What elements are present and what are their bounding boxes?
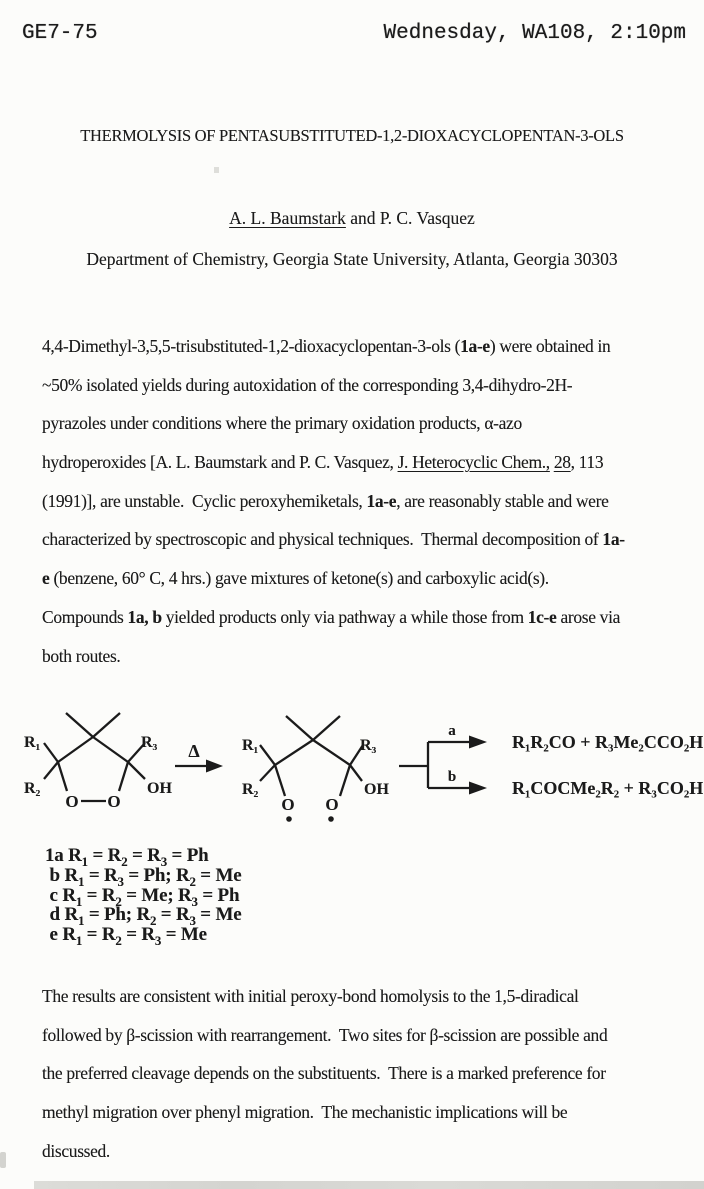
text-line: e (benzene, 60° C, 4 hrs.) gave mixtures of ketone(s) and carboxylic acid(s). [42, 568, 549, 589]
bond [313, 740, 350, 765]
abstract-paragraph-2 [42, 977, 607, 1170]
text-line: characterized by spectroscopic and physical techniques. Thermal decomposition of 1a- [42, 529, 625, 550]
text-line: e $R_1 = R_2 = R_3 = Me$ [45, 924, 207, 948]
substituent-label-r1: R₁ [242, 737, 259, 754]
radical-dot [286, 816, 292, 822]
bond [128, 762, 145, 779]
arrowhead-icon [469, 736, 487, 749]
bond [93, 737, 128, 762]
paper-title: THERMOLYSIS OF PENTASUBSTITUTED-1,2-DIOXACYCLOPENTAN-3-OLS [80, 126, 624, 145]
session-code: GE7-75 [22, 22, 98, 45]
scan-edge-artifact [34, 1181, 704, 1189]
pathway-b-products: R₁COCMe₂R₂ + R₃CO₂H [512, 778, 704, 798]
bond [260, 745, 275, 765]
bond [58, 737, 93, 762]
bond [58, 762, 67, 791]
session-schedule: Wednesday, WA108, 2:10pm [383, 22, 686, 45]
oxygen-label: O [107, 792, 121, 811]
text-line: The results are consistent with initial peroxy-bond homolysis to the 1,5-diradical [42, 986, 579, 1006]
compound-legend [45, 845, 242, 948]
text-line: c $R_1 = R_2 = Me$; $R_3 = Ph$ [45, 884, 240, 909]
text-line: both routes. [42, 645, 121, 666]
text-line: b $R_1 = R_3 = Ph$; $R_2 = Me$ [45, 864, 242, 889]
reactant-structure [24, 713, 172, 811]
pathway-a-label: a [448, 723, 456, 739]
diradical-intermediate [242, 716, 389, 822]
reaction-scheme [0, 693, 704, 833]
methyl-bond [286, 716, 313, 740]
pathway-fork [399, 723, 703, 798]
text-line: ~50% isolated yields during autoxidation of the corresponding 3,4-dihydro-2H- [42, 374, 573, 395]
substituent-label-r2: R₂ [24, 780, 41, 797]
bond [44, 762, 58, 779]
substituent-label-r2: R₂ [242, 781, 259, 798]
hydroxyl-label: OH [147, 780, 172, 797]
methyl-bond [93, 713, 120, 737]
authors-line [0, 208, 704, 229]
text-line: 1a $R_1 = R_2 = R_3 = Ph$ [45, 845, 209, 869]
oxygen-radical-label: O [325, 795, 339, 814]
text-line: Compounds 1a, b yielded products only via pathway a while those from 1c-e arose via [42, 606, 621, 627]
bond [340, 765, 350, 796]
pathway-a-products: R₁R₂CO + R₃Me₂CCO₂H [512, 732, 704, 752]
scan-edge-smudge [0, 1152, 6, 1168]
arrowhead-icon [206, 760, 223, 773]
affiliation-line: Department of Chemistry, Georgia State University, Atlanta, Georgia 30303 [86, 249, 618, 269]
text-line: hydroperoxides [A. L. Baumstark and P. C. Vasquez, J. Heterocyclic Chem., 28, 113 [42, 452, 604, 473]
text-line: followed by β-scission with rearrangement. Two sites for β-scission are possible and [42, 1024, 608, 1045]
substituent-label-r3: R₃ [141, 734, 158, 751]
oxygen-radical-label: O [281, 795, 295, 814]
text-line: (1991)], are unstable. Cyclic peroxyhemiketals, 1a-e, are reasonably stable and were [42, 490, 609, 511]
bond [275, 765, 285, 796]
pathway-b-label: b [447, 769, 457, 785]
methyl-bond [66, 713, 93, 737]
methyl-bond [313, 716, 340, 740]
scan-artifact-dot [214, 167, 219, 173]
oxygen-label: O [65, 792, 79, 811]
substituent-label-r1: R₁ [24, 734, 41, 751]
arrowhead-icon [469, 782, 487, 795]
text-line: d $R_1 = Ph$; $R_2 = R_3 = Me$ [45, 904, 242, 929]
text-line: methyl migration over phenyl migration. The mechanistic implications will be [42, 1102, 568, 1123]
thermolysis-arrow [175, 741, 223, 773]
abstract-paragraph-1 [42, 327, 625, 675]
bond [350, 765, 362, 781]
radical-dot [328, 816, 334, 822]
text-line: the preferred cleavage depends on the substituents. There is a marked preference for [42, 1063, 606, 1084]
delta-symbol: Δ [188, 741, 200, 761]
bond [260, 765, 275, 781]
text-line: 4,4-Dimethyl-3,5,5-trisubstituted-1,2-dioxacyclopentan-3-ols (1a-e) were obtained in [42, 336, 611, 356]
page-header [22, 22, 686, 45]
hydroxyl-label: OH [364, 781, 389, 798]
bond [275, 740, 313, 765]
presenting-author: A. L. Baumstark [229, 208, 346, 228]
substituent-label-r3: R₃ [360, 737, 377, 754]
bond [44, 743, 58, 762]
text-line: pyrazoles under conditions where the primary oxidation products, α-azo [42, 413, 522, 434]
coauthors: and P. C. Vasquez [345, 208, 475, 228]
text-line: discussed. [42, 1140, 110, 1161]
bond [119, 762, 128, 791]
